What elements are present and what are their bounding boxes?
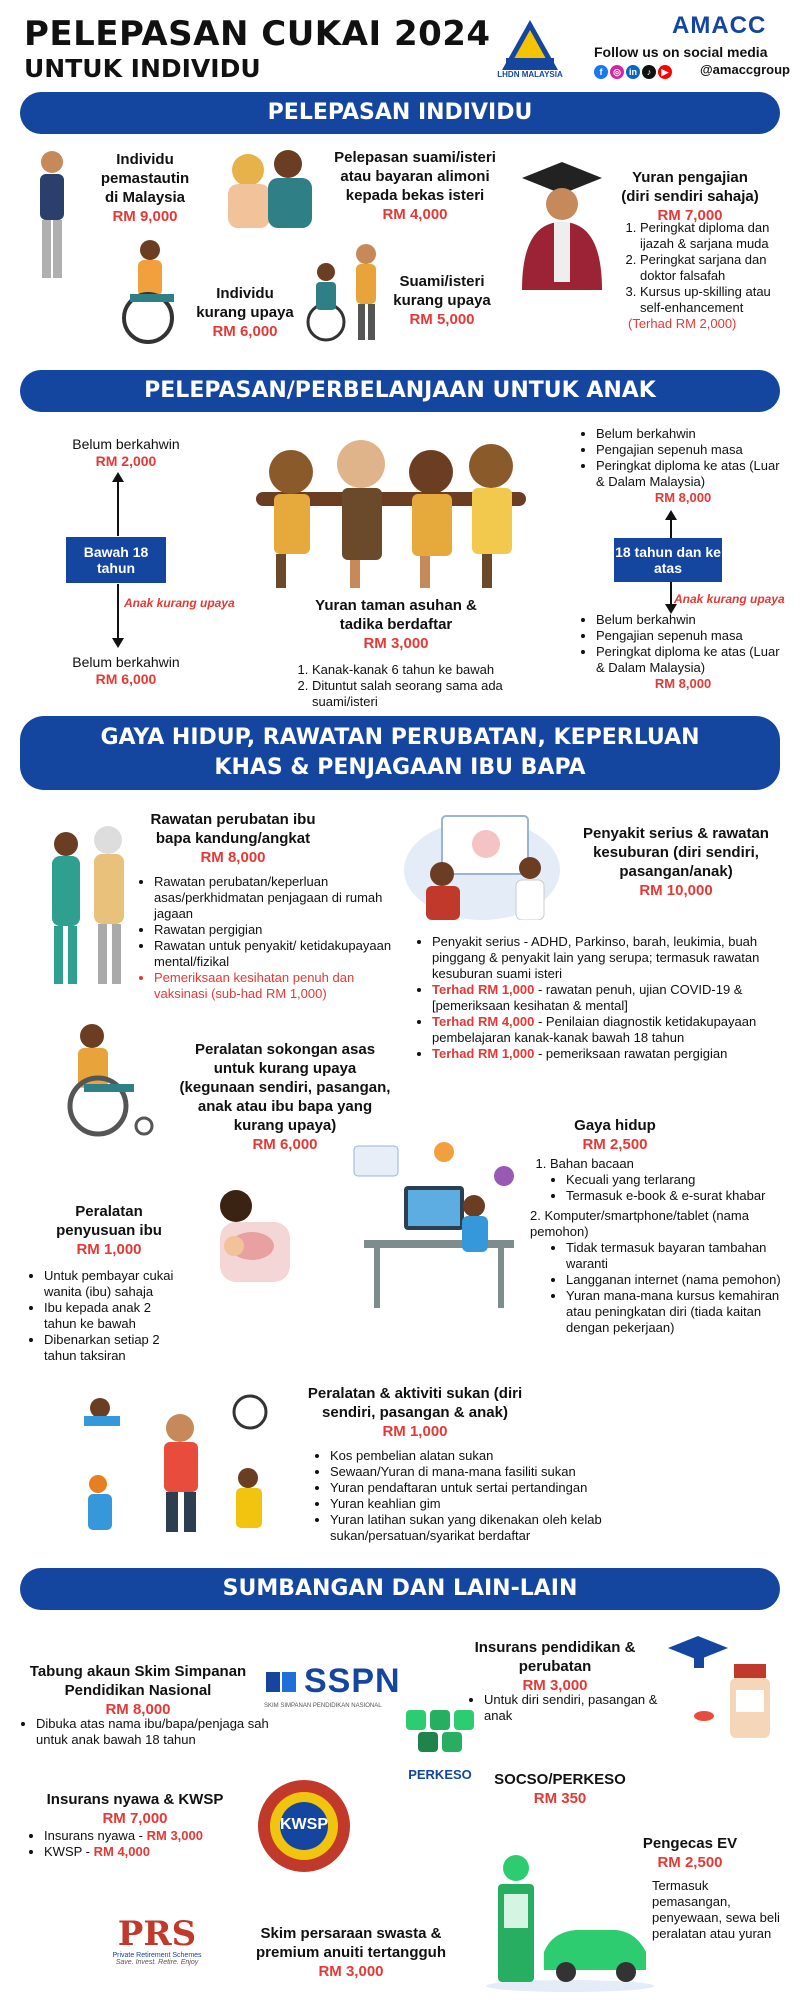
wheelchair-equipment-illustration [44,1022,160,1143]
prs-title: Skim persaraan swasta & premium anuiti tertangguh RM 3,000 [255,1925,446,1980]
spouse-illustration [298,242,398,347]
alimoni-title: Pelepasan suami/isteri atau bayaran alimoni kepada bekas isteri RM 4,000 [334,149,496,223]
tiktok-icon[interactable]: ♪ [642,65,656,79]
parents-medical-list: • Rawatan perubatan/keperluan asas/perkhidmatan penjagaan di rumah jagaan • Rawatan pergigian • Rawatan untuk penyakit/ ketidakupayaan mental/fizikal • Pemeriksaan kesihatan penuh dan vaksinasi (sub-had RM 1,000) [136,874,394,1002]
anak-left-top: Belum berkahwin RM 2,000 [72,436,180,469]
disabled-equipment-title: Peralatan sokongan asas untuk kurang upaya (kegunaan sendiri, pasangan, anak atau ibu bapa yang kurang upaya) RM 6,000 [179,1041,391,1153]
prs-logo: PRS Private Retirement Schemes Save. Invest. Retire. Enjoy [112,1914,202,1966]
sspn-logo: SSPN SKIM SIMPANAN PENDIDIKAN NASIONAL [264,1662,401,1709]
page-title: PELEPASAN CUKAI 2024 [24,14,491,54]
section-banner-individu: PELEPASAN INDIVIDU [20,92,780,134]
disabled-title: Individu kurang upaya RM 6,000 [196,285,294,340]
social-handle[interactable]: @amaccgroup [700,62,790,77]
edu-insurance-title: Insurans pendidikan & perubatan RM 3,000 [474,1639,636,1694]
social-icons [594,62,674,80]
section-banner-sumbangan: SUMBANGAN DAN LAIN-LAIN [20,1568,780,1610]
children-illustration [246,432,546,597]
life-insurance-title: Insurans nyawa & KWSP RM 7,000 [46,1791,224,1827]
section-banner-gaya-hidup: GAYA HIDUP, RAWATAN PERUBATAN, KEPERLUAN KHAS & PENJAGAAN IBU BAPA [20,716,780,790]
lifestyle-title: Gaya hidup RM 2,500 [574,1117,656,1153]
sspn-title: Tabung akaun Skim Simpanan Pendidikan Nasional RM 8,000 [29,1663,247,1718]
linkedin-icon[interactable]: in [626,65,640,79]
anak-right-top-list: • Belum berkahwin • Pengajian sepenuh masa • Peringkat diploma ke atas (Luar & Dalam Malaysia) RM 8,000 [578,426,788,506]
facebook-icon[interactable]: f [594,65,608,79]
section-banner-anak: PELEPASAN/PERBELANJAAN UNTUK ANAK [20,370,780,412]
sspn-list: • Dibuka atas nama ibu/bapa/penjaga sah untuk anak bawah 18 tahun [18,1716,278,1748]
lifestyle-list: 1. Bahan bacaan • Kecuali yang terlarang • Termasuk e-book & e-surat khabar 2. Komputer/smartphone/tablet (nama pemohon) • Tidak termasuk bayaran tambahan waranti • Langganan internet (nama pemohon) • Yuran mana-mana kursus kemahiran atau peningkatan diri (tiada kaitan dengan pekerjaan) [530,1156,790,1336]
serious-illness-title: Penyakit serius & rawatan kesuburan (diri sendiri, pasangan/anak) RM 10,000 [583,825,769,899]
life-insurance-list: • Insurans nyawa - RM 3,000 • KWSP - RM 4,000 [26,1828,256,1860]
education-title: Yuran pengajian (diri sendiri sahaja) RM 7,000 [621,169,759,224]
medicine-illustration [664,1634,784,1749]
anak-left-bottom: Belum berkahwin RM 6,000 [72,654,180,687]
resident-title: Individu pemastautin di Malaysia RM 9,000 [100,151,190,225]
anak-left-ku: Anak kurang upaya [124,596,235,610]
box-bawah-18: Bawah 18 tahun [66,537,166,583]
socso-title: SOCSO/PERKESO RM 350 [494,1771,626,1807]
spouse-disabled-title: Suami/isteri kurang upaya RM 5,000 [393,273,491,328]
serious-illness-list: • Penyakit serius - ADHD, Parkinso, barah, leukimia, buah pinggang & penyakit lain yang serupa; termasuk rawatan kesuburan suami isteri • Terhad RM 1,000 - rawatan penuh, ujian COVID-19 & [pemeriksaan kesihatan & mental] • Terhad RM 4,000 - Penilaian diagnostik ketidakupayaan pembelajaran kanak-kanak bawah 18 tahun • Terhad RM 1,000 - pemeriksaan rawatan pergigian [414,934,790,1062]
amacc-logo: AMACC [672,12,767,39]
computer-illustration [344,1136,534,1321]
instagram-icon[interactable]: ◎ [610,65,624,79]
ev-charger-illustration [486,1854,656,1999]
sports-list: • Kos pembelian alatan sukan • Sewaan/Yuran di mana-mana fasiliti sukan • Yuran pendaftaran untuk sertai pertandingan • Yuran keahlian gim • Yuran latihan sukan yang dikenakan oleh kelab sukan/persatuan/syarikat berdaftar [312,1448,672,1544]
lhdn-logo: LHDN MALAYSIA [500,18,560,80]
kwsp-logo: KWSP [256,1778,352,1879]
page-subtitle: UNTUK INDIVIDU [24,54,261,83]
edu-insurance-list: • Untuk diri sendiri, pasangan & anak [466,1692,686,1724]
ev-charger-title: Pengecas EV RM 2,500 [642,1835,738,1871]
sports-illustration [70,1388,280,1543]
nursery-title: Yuran taman asuhan & tadika berdaftar RM 3,000 [315,597,477,652]
sports-title: Peralatan & aktiviti sukan (diri sendiri, pasangan & anak) RM 1,000 [307,1385,523,1440]
anak-right-bottom-list: • Belum berkahwin • Pengajian sepenuh masa • Peringkat diploma ke atas (Luar & Dalam Malaysia) RM 8,000 [578,612,788,692]
breastfeeding-title: Peralatan penyusuan ibu RM 1,000 [56,1203,162,1258]
mother-baby-illustration [196,1176,306,1301]
wheelchair-illustration [100,236,200,351]
person-illustration [28,148,76,293]
follow-text: Follow us on social media [594,44,768,60]
education-list: 1. Peringkat diploma dan ijazah & sarjana muda 2. Peringkat sarjana dan doktor falsafah 3. Kursus up-skilling atau self-enhancement (Terhad RM 2,000) [620,220,780,332]
couple-illustration [218,140,318,235]
ev-charger-desc: Termasuk pemasangan, penyewaan, sewa beli peralatan atau yuran [652,1878,780,1941]
breastfeeding-list: • Untuk pembayar cukai wanita (ibu) sahaja • Ibu kepada anak 2 tahun ke bawah • Dibenarkan setiap 2 tahun taksiran [26,1268,186,1364]
perkeso-logo: PERKESO [402,1706,478,1782]
youtube-icon[interactable]: ▶ [658,65,672,79]
nursery-list: 1. Kanak-kanak 6 tahun ke bawah 2. Dituntut salah seorang sama ada suami/isteri [292,662,542,710]
graduate-illustration [512,160,612,295]
anak-right-ku: Anak kurang upaya [674,592,785,606]
parents-medical-title: Rawatan perubatan ibu bapa kandung/angkat RM 8,000 [150,811,316,866]
box-18-ke-atas: 18 tahun dan ke atas [614,538,722,582]
fertility-illustration [402,808,562,925]
elderly-illustration [38,820,138,995]
